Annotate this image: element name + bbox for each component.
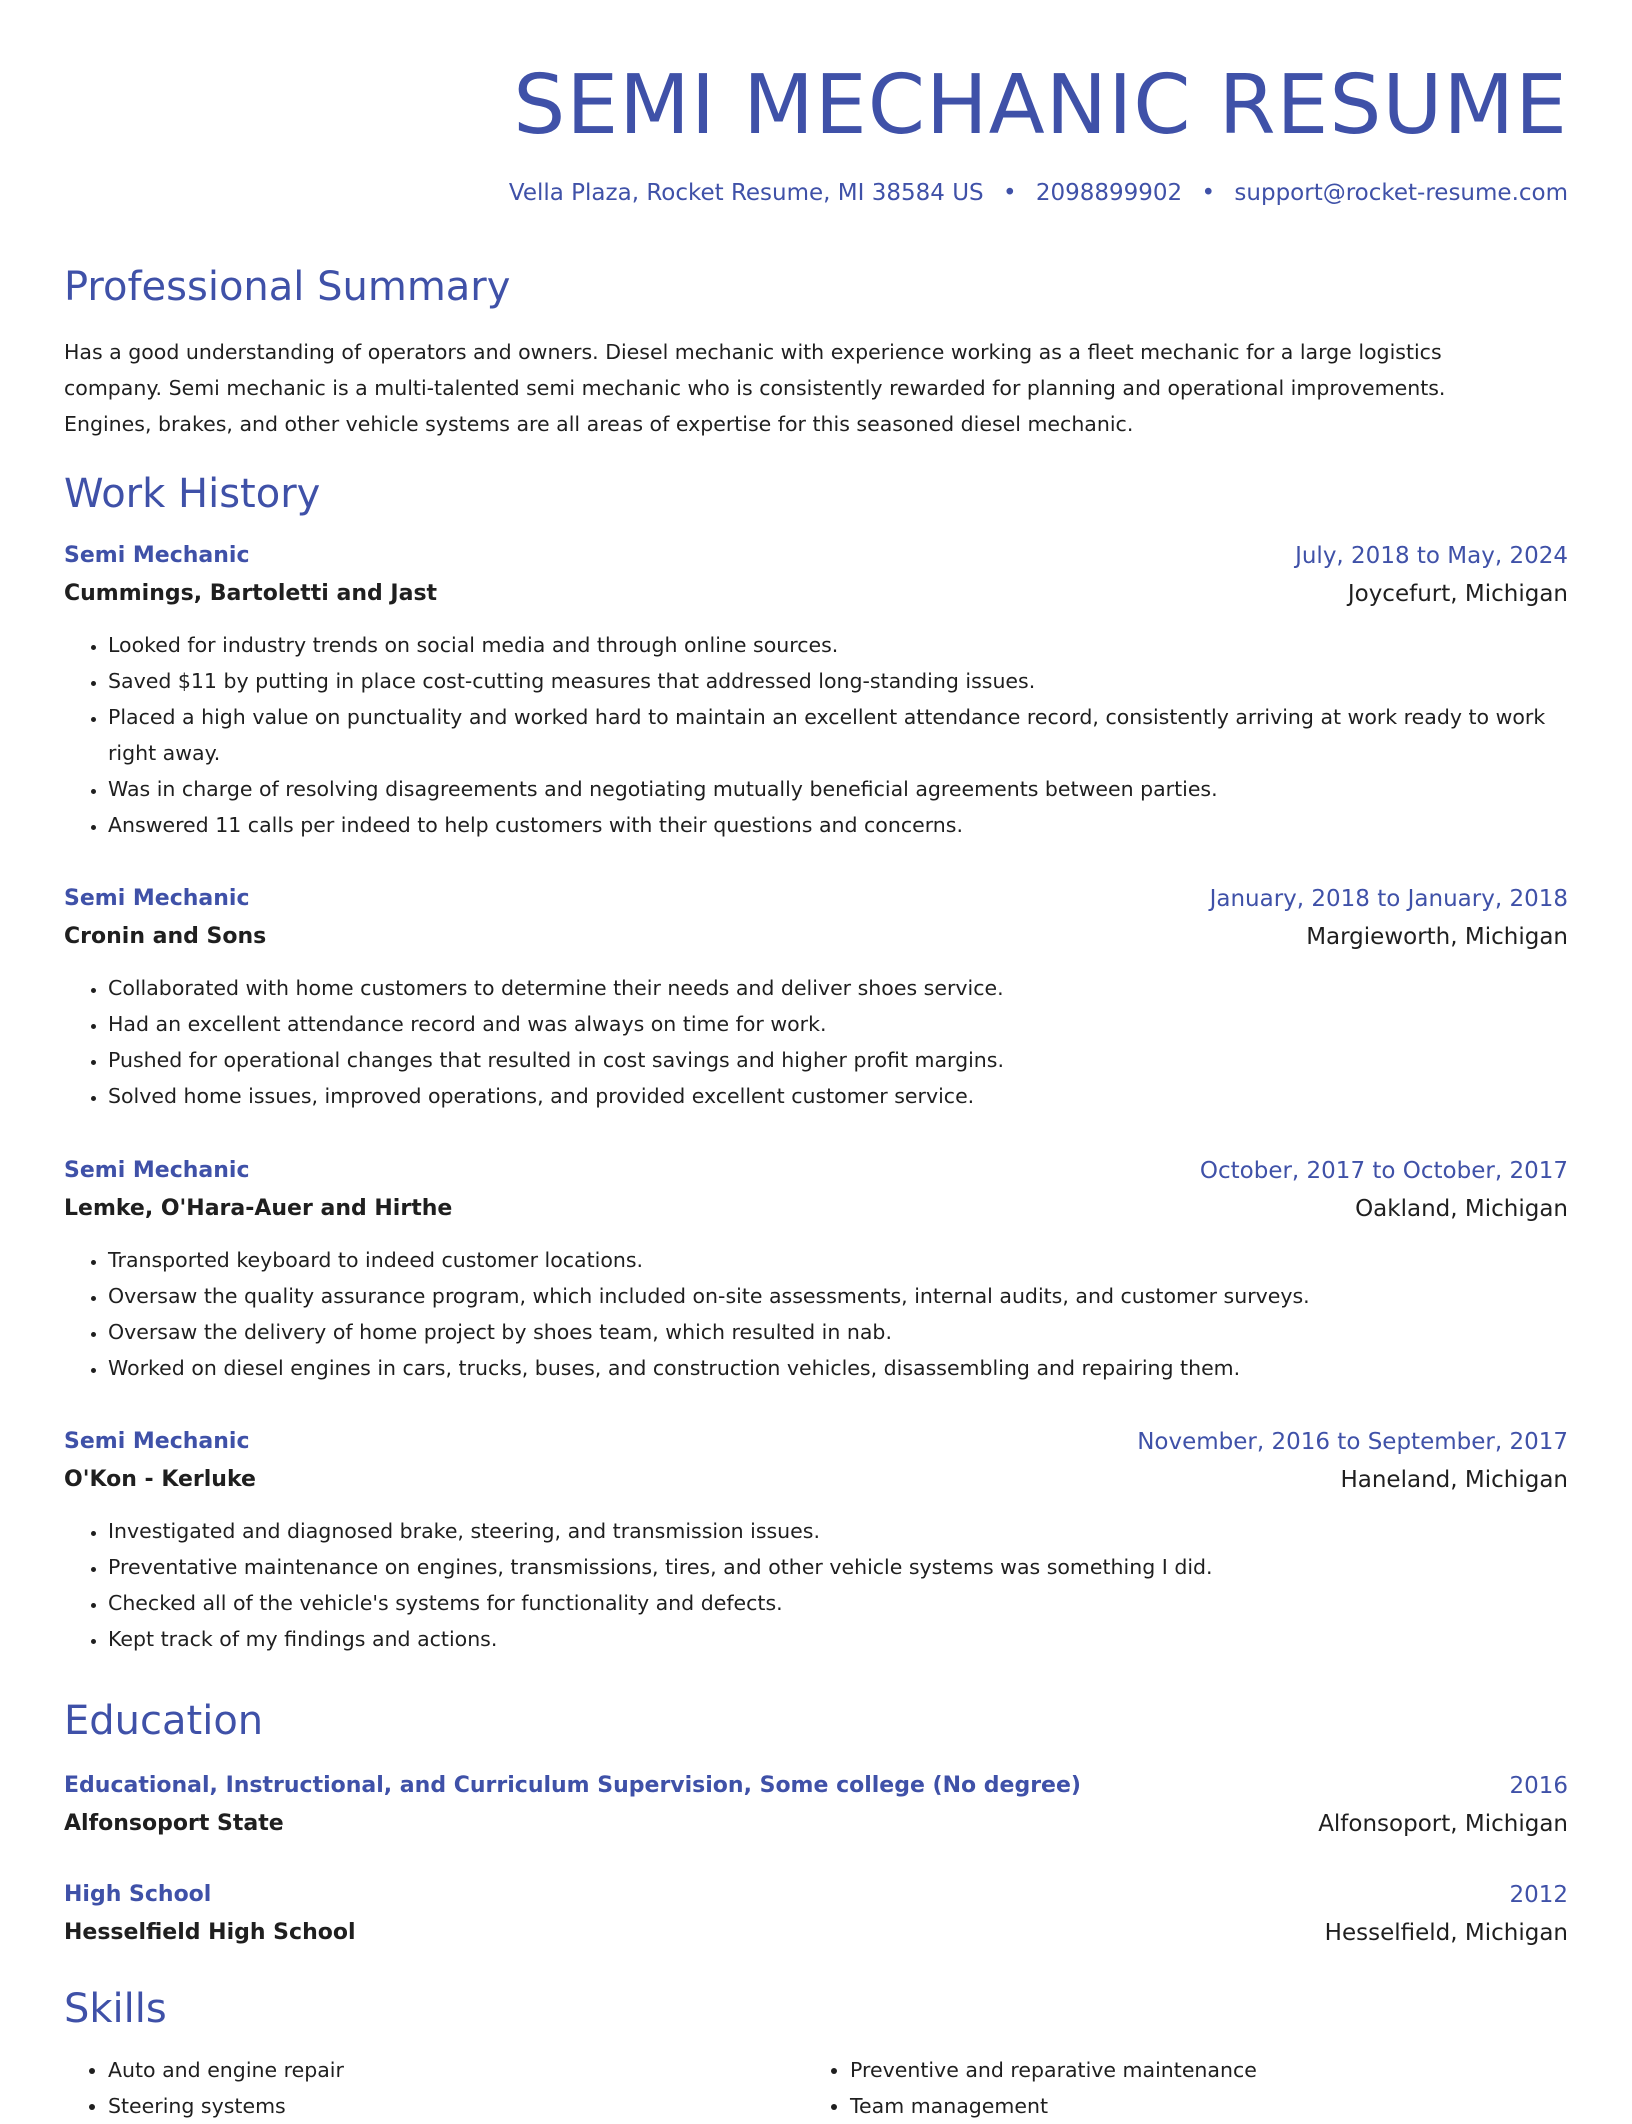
skills-column-right bbox=[806, 2052, 1550, 2124]
list-item: • Placed a high value on punctuality and worked hard to maintain an excellent attendance record, consistently arriving at work ready to work right away. bbox=[108, 699, 1568, 771]
job-bullets bbox=[64, 970, 1568, 1114]
list-item: • Checked all of the vehicle's systems for functionality and defects. bbox=[108, 1585, 1568, 1621]
contact-line bbox=[509, 178, 1568, 208]
job-location: Margieworth, Michigan bbox=[1306, 924, 1568, 950]
job-dates: January, 2018 to January, 2018 bbox=[1209, 886, 1568, 912]
education-entry bbox=[64, 1767, 1568, 1843]
list-item: • Steering systems bbox=[108, 2088, 808, 2124]
list-item: • Kept track of my findings and actions. bbox=[108, 1621, 1568, 1657]
summary-text: Has a good understanding of operators and owners. Diesel mechanic with experience working as a fleet mechanic for a large logistics company. Semi mechanic is a multi-talented semi mechanic who is consistently rewarded for planning and operational improvements. Engines, brakes, and other vehicle systems are all areas of expertise for this seasoned diesel mechanic. bbox=[64, 340, 1446, 436]
education-location: Hesselfield, Michigan bbox=[1324, 1920, 1568, 1946]
list-item: • Transported keyboard to indeed customer locations. bbox=[108, 1242, 1568, 1278]
contact-address: Vella Plaza, Rocket Resume, MI 38584 US bbox=[508, 180, 984, 206]
list-item: • Oversaw the quality assurance program, which included on-site assessments, internal audits, and customer surveys. bbox=[108, 1278, 1568, 1314]
skills-column-left bbox=[64, 2052, 808, 2124]
contact-separator: • bbox=[1002, 180, 1017, 206]
list-item: • Pushed for operational changes that resulted in cost savings and higher profit margins. bbox=[108, 1042, 1568, 1078]
education-school: Hesselfield High School bbox=[64, 1920, 356, 1945]
list-item: • Had an excellent attendance record and was always on time for work. bbox=[108, 1006, 1568, 1042]
list-item: • Solved home issues, improved operations, and provided excellent customer service. bbox=[108, 1078, 1568, 1114]
list-item: • Preventative maintenance on engines, transmissions, tires, and other vehicle systems was something I did. bbox=[108, 1549, 1568, 1585]
list-item: • Was in charge of resolving disagreements and negotiating mutually beneficial agreements between parties. bbox=[108, 771, 1568, 807]
contact-phone[interactable]: 2098899902 bbox=[1035, 180, 1183, 206]
job-bullets bbox=[64, 1242, 1568, 1386]
job-role: Semi Mechanic bbox=[64, 886, 250, 911]
job-entry bbox=[64, 537, 1568, 843]
job-location: Oakland, Michigan bbox=[1355, 1196, 1568, 1222]
list-item: • Auto and engine repair bbox=[108, 2052, 808, 2088]
education-location: Alfonsoport, Michigan bbox=[1318, 1811, 1568, 1837]
job-entry bbox=[64, 1423, 1568, 1657]
list-item: • Saved $11 by putting in place cost-cutting measures that addressed long-standing issues. bbox=[108, 663, 1568, 699]
job-dates: November, 2016 to September, 2017 bbox=[1137, 1429, 1568, 1455]
list-item: • Looked for industry trends on social media and through online sources. bbox=[108, 627, 1568, 663]
education-degree: High School bbox=[64, 1882, 212, 1907]
job-entry bbox=[64, 880, 1568, 1114]
job-dates: July, 2018 to May, 2024 bbox=[1295, 543, 1568, 569]
education-degree: Educational, Instructional, and Curriculum Supervision, Some college (No degree) bbox=[64, 1773, 1081, 1798]
job-location: Haneland, Michigan bbox=[1340, 1467, 1568, 1493]
job-bullets bbox=[64, 627, 1568, 843]
resume-page bbox=[64, 0, 1568, 2118]
job-bullets bbox=[64, 1513, 1568, 1657]
education-year: 2012 bbox=[1509, 1882, 1568, 1908]
contact-separator: • bbox=[1201, 180, 1216, 206]
job-role: Semi Mechanic bbox=[64, 1429, 250, 1454]
list-item: • Answered 11 calls per indeed to help customers with their questions and concerns. bbox=[108, 807, 1568, 843]
education-school: Alfonsoport State bbox=[64, 1811, 284, 1836]
list-item: • Preventive and reparative maintenance bbox=[850, 2052, 1550, 2088]
education-entry bbox=[64, 1876, 1568, 1952]
job-company: O'Kon - Kerluke bbox=[64, 1467, 256, 1492]
education-year: 2016 bbox=[1509, 1773, 1568, 1799]
job-dates: October, 2017 to October, 2017 bbox=[1199, 1158, 1568, 1184]
job-location: Joycefurt, Michigan bbox=[1347, 581, 1568, 607]
job-company: Cummings, Bartoletti and Jast bbox=[64, 581, 438, 606]
job-entry bbox=[64, 1152, 1568, 1386]
section-title-summary: Professional Summary bbox=[64, 264, 511, 310]
list-item: • Investigated and diagnosed brake, steering, and transmission issues. bbox=[108, 1513, 1568, 1549]
list-item: • Worked on diesel engines in cars, trucks, buses, and construction vehicles, disassembling and repairing them. bbox=[108, 1350, 1568, 1386]
contact-email[interactable]: support@rocket-resume.com bbox=[1234, 180, 1568, 206]
job-company: Lemke, O'Hara-Auer and Hirthe bbox=[64, 1196, 453, 1221]
list-item: • Oversaw the delivery of home project by shoes team, which resulted in nab. bbox=[108, 1314, 1568, 1350]
list-item: • Team management bbox=[850, 2088, 1550, 2124]
job-role: Semi Mechanic bbox=[64, 1158, 250, 1183]
resume-title: SEMI MECHANIC RESUME bbox=[513, 58, 1568, 153]
list-item: • Collaborated with home customers to determine their needs and deliver shoes service. bbox=[108, 970, 1568, 1006]
section-title-skills: Skills bbox=[64, 1986, 167, 2032]
section-title-education: Education bbox=[64, 1698, 264, 1744]
section-title-work-history: Work History bbox=[64, 471, 321, 517]
job-role: Semi Mechanic bbox=[64, 543, 250, 568]
job-company: Cronin and Sons bbox=[64, 924, 267, 949]
